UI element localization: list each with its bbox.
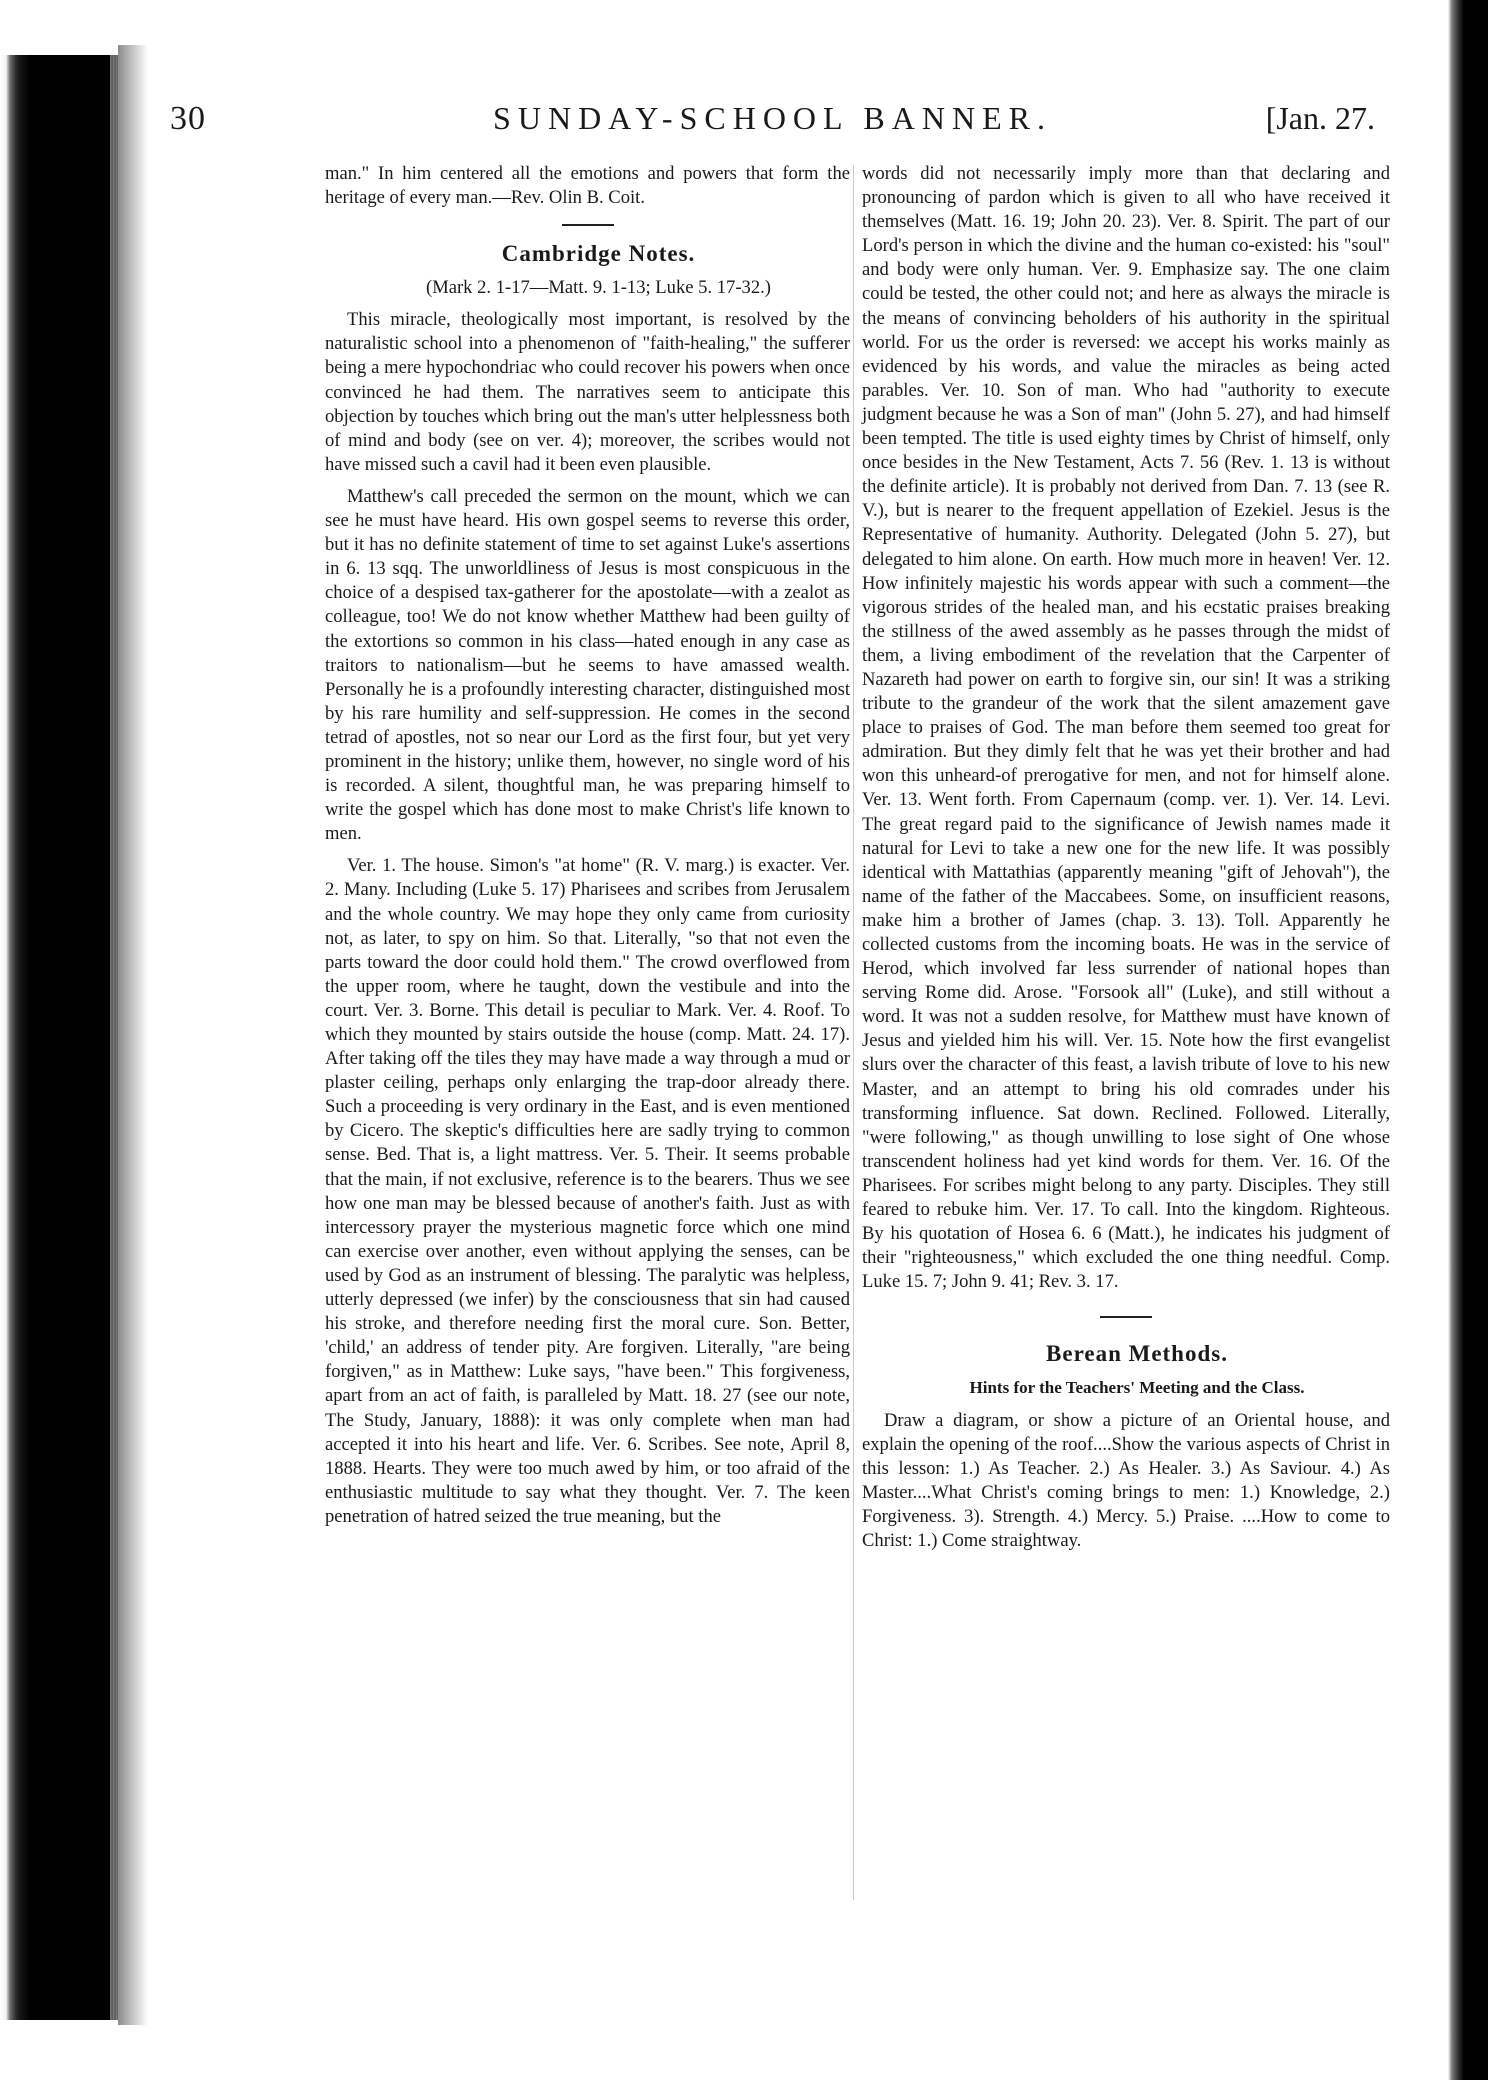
running-head [170, 100, 1375, 150]
paragraph: Ver. 1. The house. Simon's "at home" (R. V. marg.) is exacter. Ver. 2. Many. Including (Luke 5. 17) Pharisees and scribes from Jerusalem and the whole country. We may hope they only came from curiosity not, as later, to spy on him. So that. Literally, "so that not even the parts toward the door could hold them." The crowd overflowed from the upper room, where he taught, down the vestibule and into the court. Ver. 3. Borne. This detail is peculiar to Mark. Ver. 4. Roof. To which they mounted by stairs outside the house (comp. Matt. 24. 17). After taking off the tiles they may have made a way through a mud or plaster ceiling, perhaps only enlarging the trap-door already there. Such a proceeding is very ordinary in the East, and is even mentioned by Cicero. The skeptic's difficulties here are sadly trying to common sense. Bed. That is, a light mattress. Ver. 5. Their. It seems probable that the main, if not exclusive, reference is to the bearers. Thus we see how one man may be blessed because of another's faith. Just as with intercessory prayer the mysterious magnetic force which one mind can exercise over another, even without applying the senses, can be used by God as an instrument of blessing. The paralytic was helpless, utterly depressed (we infer) by the consciousness that sin had caused his stroke, and therefore needing first the moral cure. Son. Better, 'child,' an address of tender pity. Are forgiven. Literally, "are being forgiven," as in Matthew: Luke says, "have been." This forgiveness, apart from an act of faith, is paralleled by Matt. 18. 27 (see our note, The Study, January, 1888): it was only complete when man had accepted it into his heart and life. Ver. 6. Scribes. See note, April 8, 1888. Hearts. They were too much awed by him, or too afraid of the enthusiastic multitude to say what they thought. Ver. 7. The keen penetration of hatred seized the true meaning, but the [325, 855, 850, 1527]
paragraph: Draw a diagram, or show a picture of an Oriental house, and explain the opening of the roof....Show the various aspects of Christ in this lesson: 1.) As Teacher. 2.) As Healer. 3.) As Saviour. 4.) As Master....What Christ's coming brings to men: 1.) Knowledge, 2.) Forgiveness. 3). Strength. 4.) Mercy. 5.) Praise. ....How to come to Christ: 1.) Come straightway. [862, 1409, 1390, 1551]
paragraph: This miracle, theologically most important, is resolved by the naturalistic school into a phenomenon of "faith-healing," the sufferer being a mere hypochondriac who could recover his powers when once convinced he had them. The narratives seem to anticipate this objection by touches which bring out the man's utter helplessness both of mind and body (see on ver. 4); moreover, the scribes would not have missed such a cavil had it been even plausible. [325, 309, 850, 475]
column-divider [853, 165, 854, 1900]
issue-date: [Jan. 27. [1265, 100, 1375, 136]
scripture-references: (Mark 2. 1-17—Matt. 9. 1-13; Luke 5. 17-32.) [426, 277, 771, 299]
paragraph: Matthew's call preceded the sermon on the mount, which we can see he must have heard. His own gospel seems to reverse this order, but it has no definite statement of time to set against Luke's assertions in 6. 13 sqq. The unworldliness of Jesus is most conspicuous in the choice of a despised tax-gatherer for the apostolate—with a zealot as colleague, too! We do not know whether Matthew had been guilty of the extortions so common in his class—hated enough in any case as traitors to nationalism—but he seems to have amassed wealth. Personally he is a profoundly interesting character, distinguished most by his rare humility and self-suppression. He comes in the second tetrad of apostles, not so near our Lord as the first four, but yet very prominent in the history; unlike them, however, no single word of his is recorded. A silent, thoughtful man, he was preparing himself to write the gospel which has done most to make Christ's life known to men. [325, 485, 850, 845]
book-gutter [0, 55, 118, 2020]
scan-right-edge [1440, 0, 1488, 2080]
cambridge-notes-heading: Cambridge Notes. [501, 241, 696, 267]
berean-methods-heading: Berean Methods. [1046, 1341, 1228, 1367]
right-column [862, 162, 1390, 1553]
journal-title: SUNDAY-SCHOOL BANNER. [493, 100, 1052, 136]
paragraph: words did not necessarily imply more than that declaring and pronouncing of pardon which is given to all who have received it themselves (Matt. 16. 19; John 20. 23). Ver. 8. Spirit. The part of our Lord's person in which the divine and the human co-existed: his "soul" and body were only human. Ver. 9. Emphasize say. The one claim could be tested, the other could not; and here as always the miracle is the means of convincing beholders of his authority in the spiritual world. For us the order is reversed: we accept his works mainly as evidenced by his words, and value the miracles as being acted parables. Ver. 10. Son of man. Who had "authority to execute judgment because he was a Son of man" (John 5. 27), and had himself been tempted. The title is used eighty times by Christ of himself, only once besides in the New Testament, Acts 7. 56 (Rev. 1. 13 is without the definite article). It is probably not derived from Dan. 7. 13 (see R. V.), but is nearer to the frequent appellation of Ezekiel. Jesus is the Representative of humanity. Authority. Delegated (John 5. 27), but delegated to him alone. On earth. How much more in heaven! Ver. 12. How infinitely majestic his words appear with such a comment—the vigorous strides of the healed man, and his ecstatic praises breaking the stillness of the awed assembly as he passes through the midst of them, a living embodiment of the revelation that the Carpenter of Nazareth had power on earth to forgive sin, our sin! It was a striking tribute to the grandeur of the work that the silent amazement gave place to praises of God. The man before them seemed too great for admiration. But they dimly felt that he was yet their brother and had won this unheard-of prerogative for men, and not for himself alone. Ver. 13. Went forth. From Capernaum (comp. ver. 1). Ver. 14. Levi. The great regard paid to the significance of Jewish names made it natural for Levi to take a new one for the new life. It was possibly identical with Mattathias (apparently meaning "gift of Jehovah"), the name of the father of the Maccabees. Some, on insufficient reasons, make him a brother of James (chap. 3. 13). Toll. Apparently he collected customs from the incoming boats. He was in the service of Herod, which involved far less surrender of national hopes than serving Rome did. Arose. "Forsook all" (Luke), and still without a word. It was not a sudden resolve, for Matthew must have known of Jesus and yielded him his will. Ver. 15. Note how the first evangelist slurs over the character of this feast, a lavish tribute of love to his new Master, and an attempt to bring his old comrades under his transforming influence. Sat down. Reclined. Followed. Literally, "were following," as though unwilling to lose sight of One whose transcendent holiness had yet kind words for them. Ver. 16. Of the Pharisees. For scribes might belong to any party. Disciples. They still feared to rebuke him. Ver. 17. To call. Into the kingdom. Righteous. By his quotation of Hosea 6. 6 (Matt.), he indicates his judgment of their "righteousness," which excluded the one thing needful. Comp. Luke 15. 7; John 9. 41; Rev. 3. 17. [862, 163, 1390, 1293]
page-shadow [118, 45, 148, 2025]
left-column [325, 162, 850, 1529]
page-number: 30 [170, 100, 206, 137]
continuation-paragraph: man." In him centered all the emotions and powers that form the heritage of every man.—Rev. Olin B. Coit. [325, 163, 850, 209]
berean-subheading: Hints for the Teachers' Meeting and the Class. [969, 1378, 1305, 1398]
